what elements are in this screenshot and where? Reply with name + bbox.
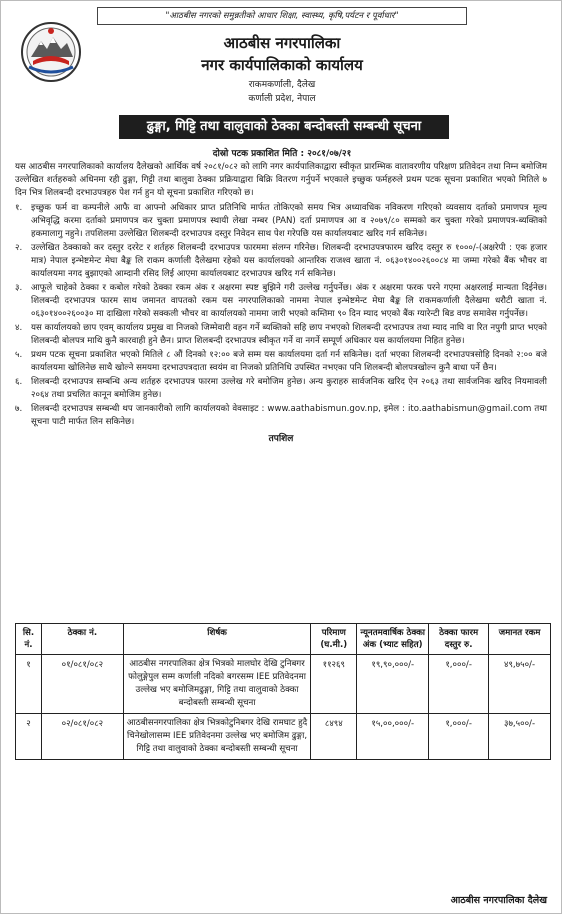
- contract-table: [15, 623, 551, 760]
- col-header-quantity: परिमाण (घ.मी.): [311, 624, 357, 655]
- item-number: ७.: [15, 404, 23, 414]
- col-header-sn: सि. नं.: [16, 624, 42, 655]
- address-line-2: कर्णाली प्रदेश, नेपाल: [248, 94, 316, 104]
- item-number: ५.: [15, 350, 23, 360]
- cell-sn: १: [16, 655, 42, 714]
- list-item: [15, 242, 547, 281]
- col-header-deposit: जमानत रकम: [489, 624, 551, 655]
- item-text: यस कार्यालयको छाप एवम् कार्यालय प्रमुख वा निजको जिम्मेवारी वहन गर्ने ब्यक्तिको सहि छाप नभएको शिलबन्दी दरभाउपत्र तथा म्याद नाघि वा रित नपुगी प्राप्त भएको शिलबन्दी बोलपत्र माथि कुनै कारवाही हुने छैन। प्राप्त शिलबन्दी दरभाउपत्र स्वीकृत गर्ने वा नगर्ने सम्पूर्ण अधिकार यस कार्यालयमा निहित हुनेछ।: [31, 323, 547, 346]
- item-number: २.: [15, 243, 23, 253]
- cell-deposit: ४९,७५०/-: [489, 655, 551, 714]
- col-header-contract-no: ठेक्का नं.: [41, 624, 123, 655]
- table-header-row: [16, 624, 551, 655]
- table-row: [16, 655, 551, 714]
- cell-title: आठबीस नगरपालिका क्षेत्र भित्रको मालघोर देखि टुनिबगर फोलुङ्गेपुल सम्म कर्णाली नदिको बगरसम्म IEE प्रतिवेदनमा उल्लेख भए बमोजिमढुङ्गा, गिट्टि तथा वालुवाको ठेक्का बन्दोबस्ती सम्बन्धी सूचना: [123, 655, 311, 714]
- schedule-heading: तपशिल: [268, 434, 294, 444]
- address-line-1: राकमकर्णाली, दैलेख: [248, 80, 316, 90]
- col-header-form-fee: ठेक्का फारम दस्तुर रु.: [429, 624, 489, 655]
- org-name: आठबीस नगरपालिका: [223, 34, 341, 52]
- intro-paragraph: यस आठबीस नगरपालिकाको कार्यालय दैलेखको आर्थिक वर्ष २०८१/०८२ को लागि नगर कार्यपालिकाद्वारा स्वीकृत प्रारम्भिक वातावरणीय परिक्षण प्रतिवेदन तथा निम्न बमोजिम उल्लेखित शर्तहरुको अधिनमा रही ढुङ्गा, गिट्टी तथा बालुवा ठेक्का प्रक्रियाद्वारा बिक्रि वितरण गर्नुपर्ने भएकाले इच्छुक फर्महरुले प्रथम पटक सूचना प्रकाशित भएको मितिले ७ दिन भित्र शिलबन्दी दरभाउपत्रहरु पेश गर्न हुन यो सूचना प्रकाशित गरिएको छ।: [15, 162, 547, 198]
- item-text: आफूले चाहेको ठेक्का र कबोल गरेको ठेक्का रकम अंक र अक्षरमा स्पष्ट बुझिने गरी उल्लेख गर्नुपर्नेछ। अंक र अक्षरमा फरक परने गएमा अक्षरलाई मान्यता दिईनेछ। शिलबन्दी दरभाउपत्र फारम साथ जमानत वापतको रकम यस नगरपालिकाको नाममा नेपाल इन्भेष्टमेन्ट मेघा बैङ्क लि राकमकर्णाली दैलेखमा धरौटी खाता नं. ०६३०१४००२६००३० मा दाखिला गरेको सक्कली भौचर वा कार्यालयको नाममा जारी भएको कम्तिमा ९० दिन म्याद भएको बैंक ग्यारेन्टी बिड वण्ड समावेस गर्नुपर्नेछ।: [31, 283, 547, 319]
- cell-title: आठबीसनगरपालिका क्षेत्र भित्रकोटुनिबगर देखि रामघाट हुदै चिनेखोलासम्म IEE प्रतिवेदनमा उल्लेख भए बमोजिम ढुङ्गा, गिट्टि तथा वालुवाको ठेक्का बन्दोबस्ती सम्बन्धी सूचना: [123, 714, 311, 760]
- cell-sn: २: [16, 714, 42, 760]
- item-text: प्रथम पटक सूचना प्रकाशित भएको मितिले ८ औं दिनको १२:०० बजे सम्म यस कार्यालयमा दर्ता गर्न सकिनेछ। दर्ता भएका शिलबन्दी दरभाउपत्रसोहि दिनको २:०० बजे कार्यालयमा खोलिनेछ साथै खोल्ने समयमा दरभाउपत्रदाता स्वयंम वा निजको प्रतिनिधि उपस्थित नभएका पनि शिलबन्दी बोलपत्रखोल्न कुनै बाधा पर्ने छैन।: [31, 350, 547, 373]
- item-text: इच्छुक फर्म वा कम्पनीले आफै वा आफ्नो अधिकार प्राप्त प्रतिनिधि मार्फत तोकिएको समय भित्र अध्यावधिक नविकरण गरिएको व्यवसाय दर्ताको प्रमाणपत्र मूल्य अभिवृद्धि करमा दर्ताको प्रमाणपत्र कर चुक्ता प्रमाणपत्र स्थायी लेखा नम्बर (PAN) दर्ता प्रमाणपत्र आ व २०७९/८० सम्मको कर चुक्ता गरेको प्रमाणपत्र-ब्यक्तिको हकमालागु नहुने। तपशिलमा उल्लेखित शिलबन्दी दरभाउपत्र दस्तुर निवेदन साथ पेश गरेपछि यस कार्यालयबाट खरिद गर्न सकिनेछ।: [31, 203, 547, 239]
- col-header-min-amount: न्यूनतमवार्षिक ठेक्का अंक (भ्याट सहित): [357, 624, 429, 655]
- item-number: ६.: [15, 377, 23, 387]
- list-item: [15, 322, 547, 348]
- cell-form-fee: १,०००/-: [429, 714, 489, 760]
- office-name: नगर कार्यपालिकाको कार्यालय: [201, 56, 363, 74]
- motto-banner: "आठबीस नगरको समुन्नतीको आधार शिक्षा, स्वास्थ्य, कृषि,पर्यटन र पूर्वाधार": [97, 7, 467, 25]
- list-item: [15, 376, 547, 402]
- item-number: ४.: [15, 323, 23, 333]
- list-item: [15, 349, 547, 375]
- item-text: उल्लेखित ठेक्काको कर दस्तुर दररेट र शर्तहरु शिलबन्दी दरभाउपत्र फारममा संलग्न गरिनेछ। शिलबन्दी दरभाउपत्रफारम खरिद दस्तुर रु १०००/-(अक्षरेपी : एक हजार मात्र) नेपाल इन्भेष्टमेन्ट मेघा बैङ्क लि राकम कर्णाली दैलेखमा रहेको यस कार्यालयको आन्तरिक राजश्व खाता नं. ०६३०१४००२६००८४ मा जम्मा गरेको बैंक भौचर वा कार्यालयमा नगद बुझाएको आम्दानी रसिद लिई आएमा कार्यालयबाट दरभाउपत्र खरिद गर्न सकिनेछ।: [31, 243, 547, 279]
- col-header-title: शिर्षक: [123, 624, 311, 655]
- item-text: शिलबन्दी दरभाउपत्र सम्बन्धि अन्य शर्तहरु दरभाउपत्र फारमा उल्लेख गरे बमोजिम हुनेछ। अन्य कुराहरु सार्वजनिक खरिद ऐन २०६३ तथा सार्वजनिक खरिद नियमावली २०६४ तथा प्रचलित कानून बमोजिम हुनेछ।: [31, 377, 547, 400]
- list-item: [15, 403, 547, 429]
- item-text: शिलबन्दी दरभाउपत्र सम्बन्धी थप जानकारीको लागि कार्यालयको वेवसाइट : www.aathabismun.gov.np, इमेल : ito.aathabismun@gmail.com तथा सूचना पाटी मार्फत लिन सकिनेछ।: [31, 404, 547, 427]
- list-item: [15, 202, 547, 241]
- cell-form-fee: १,०००/-: [429, 655, 489, 714]
- footer-signature: आठबीस नगरपालिका दैलेख: [450, 895, 547, 906]
- notice-title: ढुङ्गा, गिट्टि तथा वालुवाको ठेक्का बन्दोबस्ती सम्बन्धी सूचना: [119, 115, 449, 139]
- item-number: १.: [15, 203, 23, 213]
- item-number: ३.: [15, 283, 23, 293]
- cell-min-amount: १५,००,०००/-: [357, 714, 429, 760]
- cell-quantity: ८४९४: [311, 714, 357, 760]
- cell-contract-no: ०१/०८१/०८२: [41, 655, 123, 714]
- table-row: [16, 714, 551, 760]
- cell-contract-no: ०२/०८१/०८२: [41, 714, 123, 760]
- notice-body: [15, 161, 547, 448]
- cell-deposit: ३७,५००/-: [489, 714, 551, 760]
- publication-date: दोस्रो पटक प्रकाशित मिति : २०८१/०७/२१: [212, 149, 352, 159]
- list-item: [15, 282, 547, 321]
- cell-quantity: ११२६९: [311, 655, 357, 714]
- cell-min-amount: १९,९०,०००/-: [357, 655, 429, 714]
- conditions-list: [15, 202, 547, 429]
